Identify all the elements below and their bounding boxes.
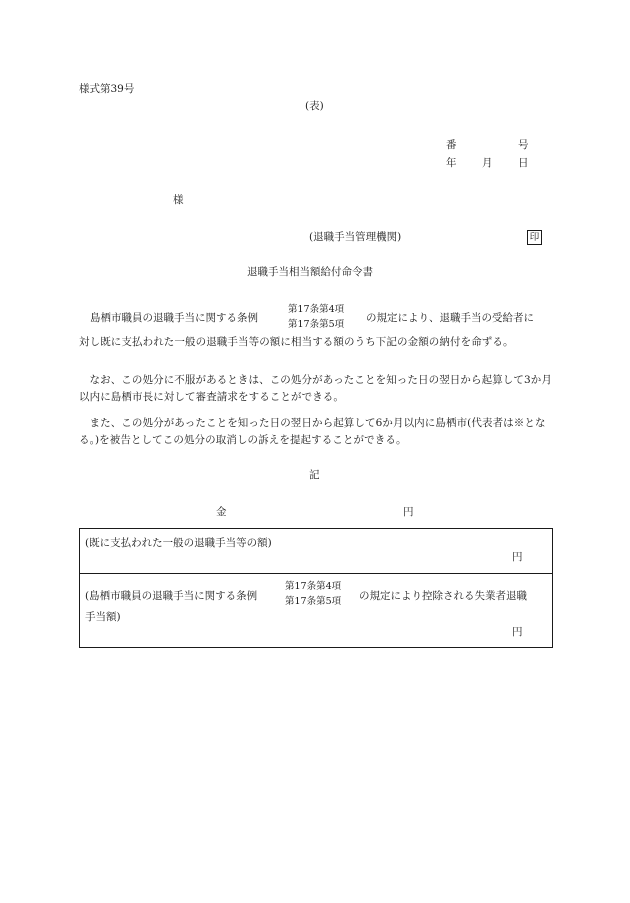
ki-label: 記 [309, 469, 320, 481]
side-label: (表) [305, 100, 324, 112]
date-month-label: 月 [482, 157, 493, 169]
para1-lead: 島栖市職員の退職手当に関する条例 [90, 312, 258, 324]
row1-label: (既に支払われた一般の退職手当等の額) [85, 537, 272, 549]
form-number: 様式第39号 [79, 83, 135, 95]
para1-rest: 対し既に支払われた一般の退職手当等の額に相当する額のうち下記の金額の納付を命ずる。 [79, 336, 514, 348]
row2-lead: (島栖市職員の退職手当に関する条例 [85, 590, 258, 602]
row2-line2: 手当額) [85, 611, 121, 623]
addressee-honorific: 様 [173, 194, 184, 206]
date-year-label: 年 [446, 157, 457, 169]
para1-clause-b: 第17条第5項 [288, 319, 345, 330]
amount-kin: 金 [216, 506, 227, 518]
amount-yen: 円 [403, 506, 414, 518]
document-title: 退職手当相当額給付命令書 [247, 266, 373, 278]
row2-yen: 円 [512, 626, 523, 638]
issuer-label: (退職手当管理機関) [309, 231, 402, 243]
table-divider [80, 573, 552, 574]
number-label: 番 [446, 139, 457, 151]
para3: また、この処分があったことを知った日の翌日から起算して6か月以内に島栖市(代表者は※となる。)を被告としてこの処分の取消しの訴えを提起することができる。 [79, 417, 546, 446]
number-suffix: 号 [518, 139, 529, 151]
para2: なお、この処分に不服があるときは、この処分があったことを知った日の翌日から起算して3か月以内に島栖市長に対して審査請求をすることができる。 [79, 374, 552, 403]
date-day-label: 日 [518, 157, 529, 169]
para1-tail: の規定により、退職手当の受給者に [366, 312, 534, 324]
row2-clause-b: 第17条第5項 [285, 596, 342, 607]
seal-mark: 印 [527, 230, 542, 245]
row2-clause-a: 第17条第4項 [285, 581, 342, 592]
para1-clause-a: 第17条第4項 [288, 304, 345, 315]
row2-tail: の規定により控除される失業者退職 [359, 590, 527, 602]
row1-yen: 円 [512, 551, 523, 563]
